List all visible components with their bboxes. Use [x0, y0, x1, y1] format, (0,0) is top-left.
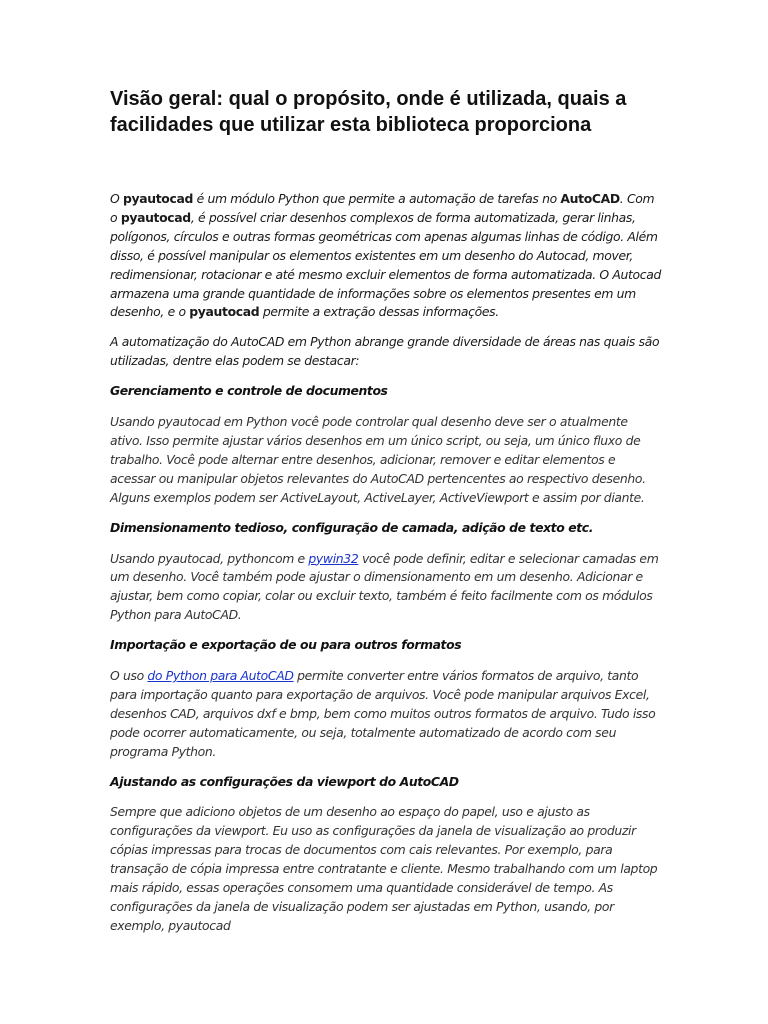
- pyautocad-term: pyautocad: [120, 209, 191, 225]
- document-page: [110, 86, 662, 947]
- section-heading: Ajustando as configurações da viewport do AutoCAD: [110, 773, 459, 789]
- section-body: [110, 550, 662, 626]
- section-body: [110, 667, 662, 762]
- intro-text-2: é um módulo Python que permite a automação de tarefas no: [193, 191, 561, 206]
- section-body-text: você pode definir, editar e selecionar camadas em um desenho. Você também pode ajustar o dimensionamento em um desenho. Adicionar e ajustar, bem como copiar, colar ou excluir texto, também é feito facilmente com os módulos Python para AutoCAD.: [110, 550, 659, 623]
- pywin32-link[interactable]: pywin32: [308, 550, 359, 566]
- pyautocad-term: pyautocad: [123, 191, 193, 206]
- page-title: Visão geral: qual o propósito, onde é utilizada, quais a facilidades que utilizar esta biblioteca proporciona: [110, 88, 627, 136]
- python-autocad-link[interactable]: do Python para AutoCAD: [147, 668, 294, 684]
- autocad-term: AutoCAD: [560, 191, 620, 206]
- intro-text-1: O: [110, 191, 123, 206]
- section-heading: Importação e exportação de ou para outros formatos: [110, 637, 462, 653]
- section-body-text: Usando pyautocad, pythoncom e: [110, 550, 309, 566]
- section-body: Usando pyautocad em Python você pode controlar qual desenho deve ser o atualmente ativo. Isso permite ajustar vários desenhos em um único script, ou seja, um único fluxo de trabalho. Você pode alternar entre desenhos, adicionar, remover e editar elementos e acessar ou manipular objetos relevantes do AutoCAD pertencentes ao respectivo desenho. Alguns exemplos podem ser ActiveLayout, ActiveLayer, ActiveViewport e assim por diante.: [110, 414, 646, 505]
- intro-paragraph: [110, 190, 662, 322]
- section-body-text: O uso: [110, 668, 148, 684]
- intro-text-3: . Com o: [110, 191, 655, 225]
- areas-intro-paragraph: A automatização do AutoCAD em Python abrange grande diversidade de áreas nas quais são utilizadas, dentre elas podem se destacar:: [110, 334, 660, 369]
- section-heading: Dimensionamento tedioso, configuração de camada, adição de texto etc.: [110, 519, 594, 535]
- section-body-text: permite converter entre vários formatos de arquivo, tanto para importação quanto para exportação de arquivos. Você pode manipular arquivos Excel, desenhos CAD, arquivos dxf e bmp, bem como muitos outros formatos de arquivo. Tudo isso pode ocorrer automaticamente, ou seja, totalmente automatizado de acordo com seu programa Python.: [110, 668, 656, 759]
- pyautocad-term: pyautocad: [189, 304, 260, 320]
- intro-text-4: , é possível criar desenhos complexos de forma automatizada, gerar linhas, polígonos, círculos e outras formas geométricas com apenas algumas linhas de código. Além disso, é possível manipular os elementos existentes em um desenho do Autocad, mover, redimensionar, rotacionar e até mesmo excluir elementos de forma automatizada. O Autocad armazena uma grande quantidade de informações sobre os elementos presentes em um desenho, e o: [110, 209, 661, 320]
- section-body: Sempre que adiciono objetos de um desenho ao espaço do papel, uso e ajusto as configurações da viewport. Eu uso as configurações da janela de visualização ao produzir cópias impressas para trocas de documentos com cais relevantes. Por exemplo, para transação de cópia impressa entre contratante e cliente. Mesmo trabalhando com um laptop mais rápido, essas operações consomem uma quantidade considerável de tempo. As configurações da janela de visualização podem ser ajustadas em Python, usando, por exemplo, pyautocad: [110, 804, 658, 933]
- section-heading: Gerenciamento e controle de documentos: [110, 383, 388, 399]
- intro-text-5: permite a extração dessas informações.: [259, 304, 499, 320]
